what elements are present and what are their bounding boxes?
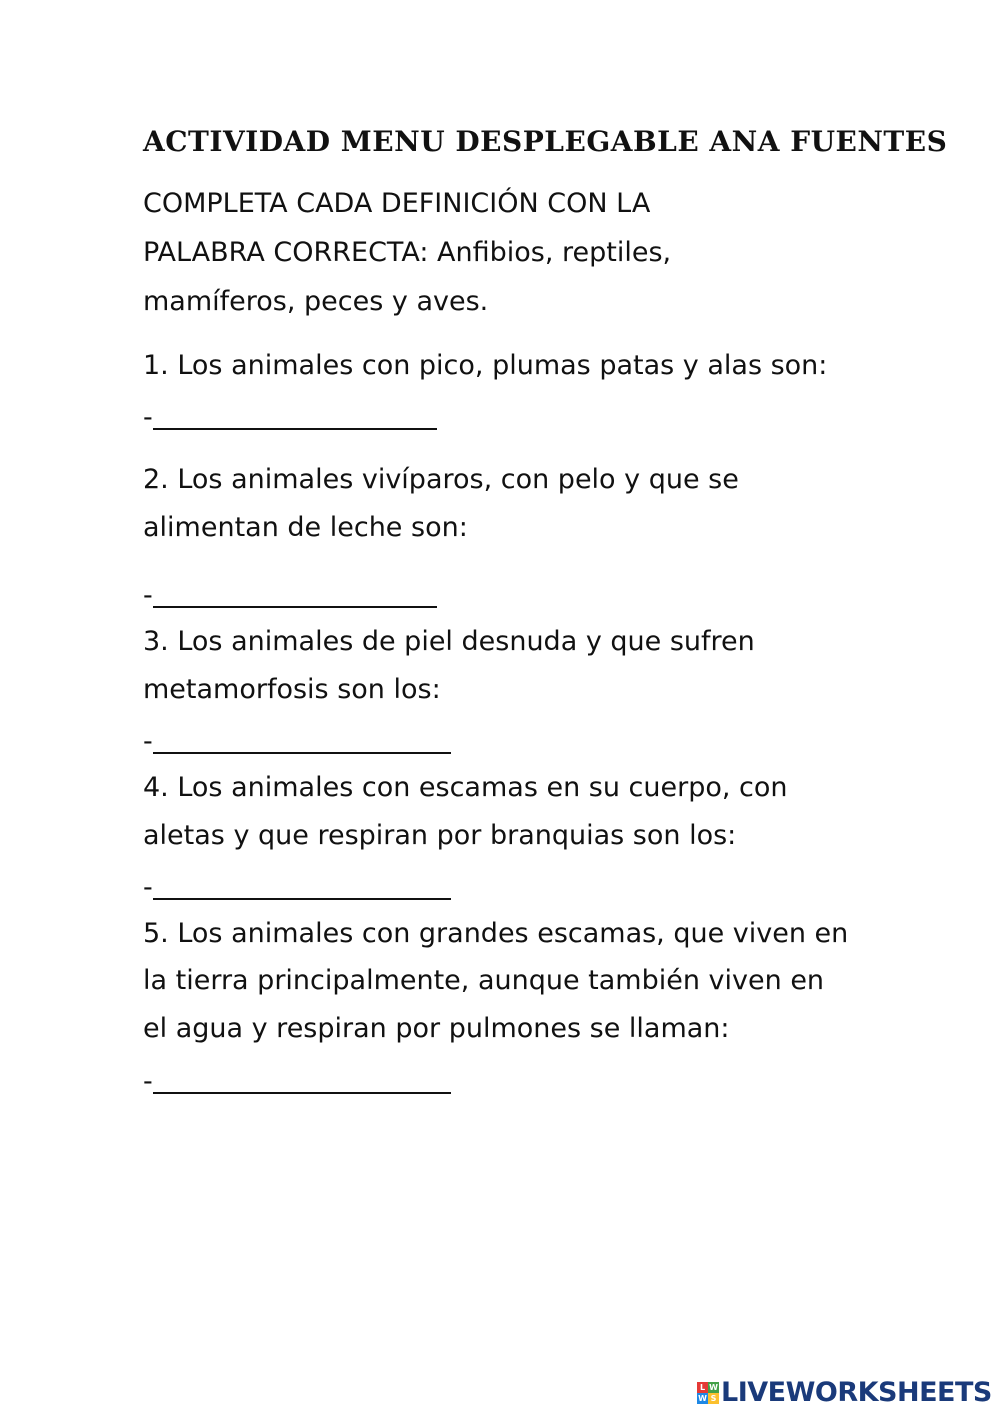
worksheet-title: ACTIVIDAD MENU DESPLEGABLE ANA FUENTES <box>143 125 948 158</box>
answer-3-prefix: - <box>143 726 153 757</box>
answer-4-field[interactable] <box>143 870 451 906</box>
answer-5-blank[interactable] <box>153 1092 451 1094</box>
question-5-text-line-3: el agua y respiran por pulmones se llaman: <box>143 1013 730 1044</box>
answer-2-field[interactable] <box>143 578 437 614</box>
answer-4-prefix: - <box>143 872 153 903</box>
answer-5-prefix: - <box>143 1066 153 1097</box>
liveworksheets-brand-text: LIVEWORKSHEETS <box>721 1377 992 1408</box>
answer-1-prefix: - <box>143 402 153 433</box>
answer-3-blank[interactable] <box>153 752 451 754</box>
question-3-text-line-2: metamorfosis son los: <box>143 674 441 705</box>
answer-2-blank[interactable] <box>153 606 437 608</box>
logo-icon-cell-w: W <box>709 1383 718 1392</box>
question-3-text-line-1: 3. Los animales de piel desnuda y que sufren <box>143 626 755 657</box>
question-5-text-line-1: 5. Los animales con grandes escamas, que viven en <box>143 918 849 949</box>
logo-icon-cell-w2: W <box>698 1394 707 1403</box>
instruction-line-3: mamíferos, peces y aves. <box>143 286 489 317</box>
question-4-text-line-1: 4. Los animales con escamas en su cuerpo, con <box>143 772 788 803</box>
liveworksheets-logo-icon <box>697 1382 719 1404</box>
logo-icon-cell-l: L <box>697 1382 708 1393</box>
answer-1-blank[interactable] <box>153 428 437 430</box>
instruction-line-1: COMPLETA CADA DEFINICIÓN CON LA <box>143 188 651 219</box>
answer-3-field[interactable] <box>143 724 451 760</box>
logo-icon-cell-s: S <box>708 1393 719 1404</box>
answer-2-prefix: - <box>143 580 153 611</box>
question-1-text: 1. Los animales con pico, plumas patas y alas son: <box>143 350 828 381</box>
question-2-text-line-1: 2. Los animales vivíparos, con pelo y que se <box>143 464 739 495</box>
liveworksheets-logo <box>697 1377 992 1409</box>
instruction-line-2: PALABRA CORRECTA: Anfibios, reptiles, <box>143 237 672 268</box>
question-2-text-line-2: alimentan de leche son: <box>143 512 468 543</box>
answer-1-field[interactable] <box>143 400 437 436</box>
answer-5-field[interactable] <box>143 1064 451 1100</box>
answer-4-blank[interactable] <box>153 898 451 900</box>
question-4-text-line-2: aletas y que respiran por branquias son los: <box>143 820 737 851</box>
question-5-text-line-2: la tierra principalmente, aunque también viven en <box>143 965 825 996</box>
